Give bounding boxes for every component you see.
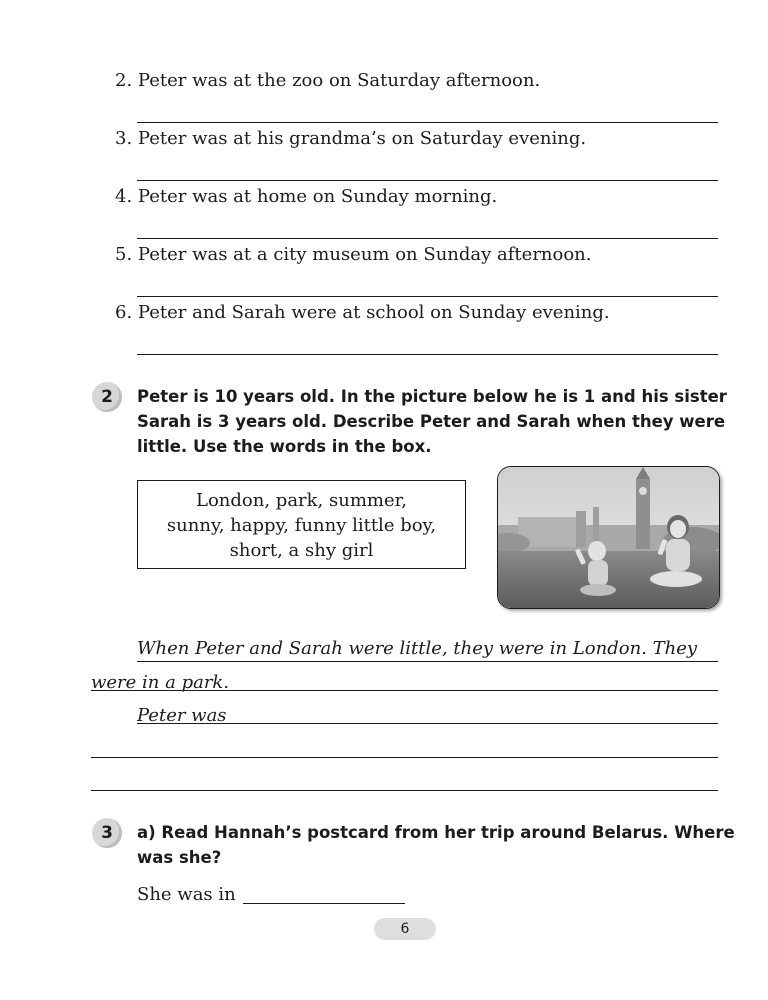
item-number: 5. <box>115 244 133 265</box>
item-text: Peter was at his grandma’s on Saturday evening. <box>137 128 587 149</box>
instruction-line: a) Read Hannah’s postcard from her trip around Belarus. Where <box>137 823 735 842</box>
instruction-line: Peter is 10 years old. In the picture below he is 1 and his sister <box>137 387 727 406</box>
instruction-line: was she? <box>137 848 222 867</box>
writing-line[interactable] <box>91 690 718 691</box>
exercise-1-item-2 <box>115 70 540 91</box>
exercise-1-item-3 <box>115 128 586 149</box>
answer-line-item-2[interactable] <box>137 122 718 123</box>
writing-line[interactable] <box>91 757 718 758</box>
instruction-line: little. Use the words in the box. <box>137 437 432 456</box>
item-text: Peter was at home on Sunday morning. <box>137 186 498 207</box>
exercise-1-item-5 <box>115 244 592 265</box>
exercise-1-item-6 <box>115 302 610 323</box>
answer-prompt: She was in <box>137 884 236 905</box>
word-box-line: London, park, summer, <box>196 490 407 511</box>
exercise-2-instruction <box>137 384 737 459</box>
example-text-line-1: When Peter and Sarah were little, they were in London. They <box>137 638 698 659</box>
photo-children-london-icon <box>498 467 720 609</box>
answer-line-item-5[interactable] <box>137 296 718 297</box>
answer-line-item-4[interactable] <box>137 238 718 239</box>
answer-blank[interactable] <box>243 903 405 904</box>
item-text: Peter was at a city museum on Sunday afternoon. <box>137 244 592 265</box>
word-box-line: short, a shy girl <box>229 540 374 561</box>
writing-line[interactable] <box>137 661 718 662</box>
item-number: 4. <box>115 186 133 207</box>
example-text-line-3: Peter was <box>137 705 227 726</box>
writing-line[interactable] <box>91 790 718 791</box>
word-box-line: sunny, happy, funny little boy, <box>166 515 437 536</box>
exercise-2-number-badge: 2 <box>92 382 122 412</box>
example-text-line-2: were in a park. <box>91 672 230 693</box>
page-number: 6 <box>374 918 436 940</box>
answer-line-item-3[interactable] <box>137 180 718 181</box>
exercise-3-number-badge: 3 <box>92 818 122 848</box>
item-number: 6. <box>115 302 133 323</box>
exercise-3-instruction <box>137 820 737 870</box>
item-number: 2. <box>115 70 133 91</box>
item-text: Peter and Sarah were at school on Sunday evening. <box>137 302 610 323</box>
item-number: 3. <box>115 128 133 149</box>
exercise-1-item-4 <box>115 186 497 207</box>
photo-children-london <box>497 466 720 609</box>
writing-line[interactable] <box>137 723 718 724</box>
answer-line-item-6[interactable] <box>137 354 718 355</box>
instruction-line: Sarah is 3 years old. Describe Peter and Sarah when they were <box>137 412 726 431</box>
word-box <box>137 480 466 569</box>
item-text: Peter was at the zoo on Saturday afternoon. <box>137 70 541 91</box>
